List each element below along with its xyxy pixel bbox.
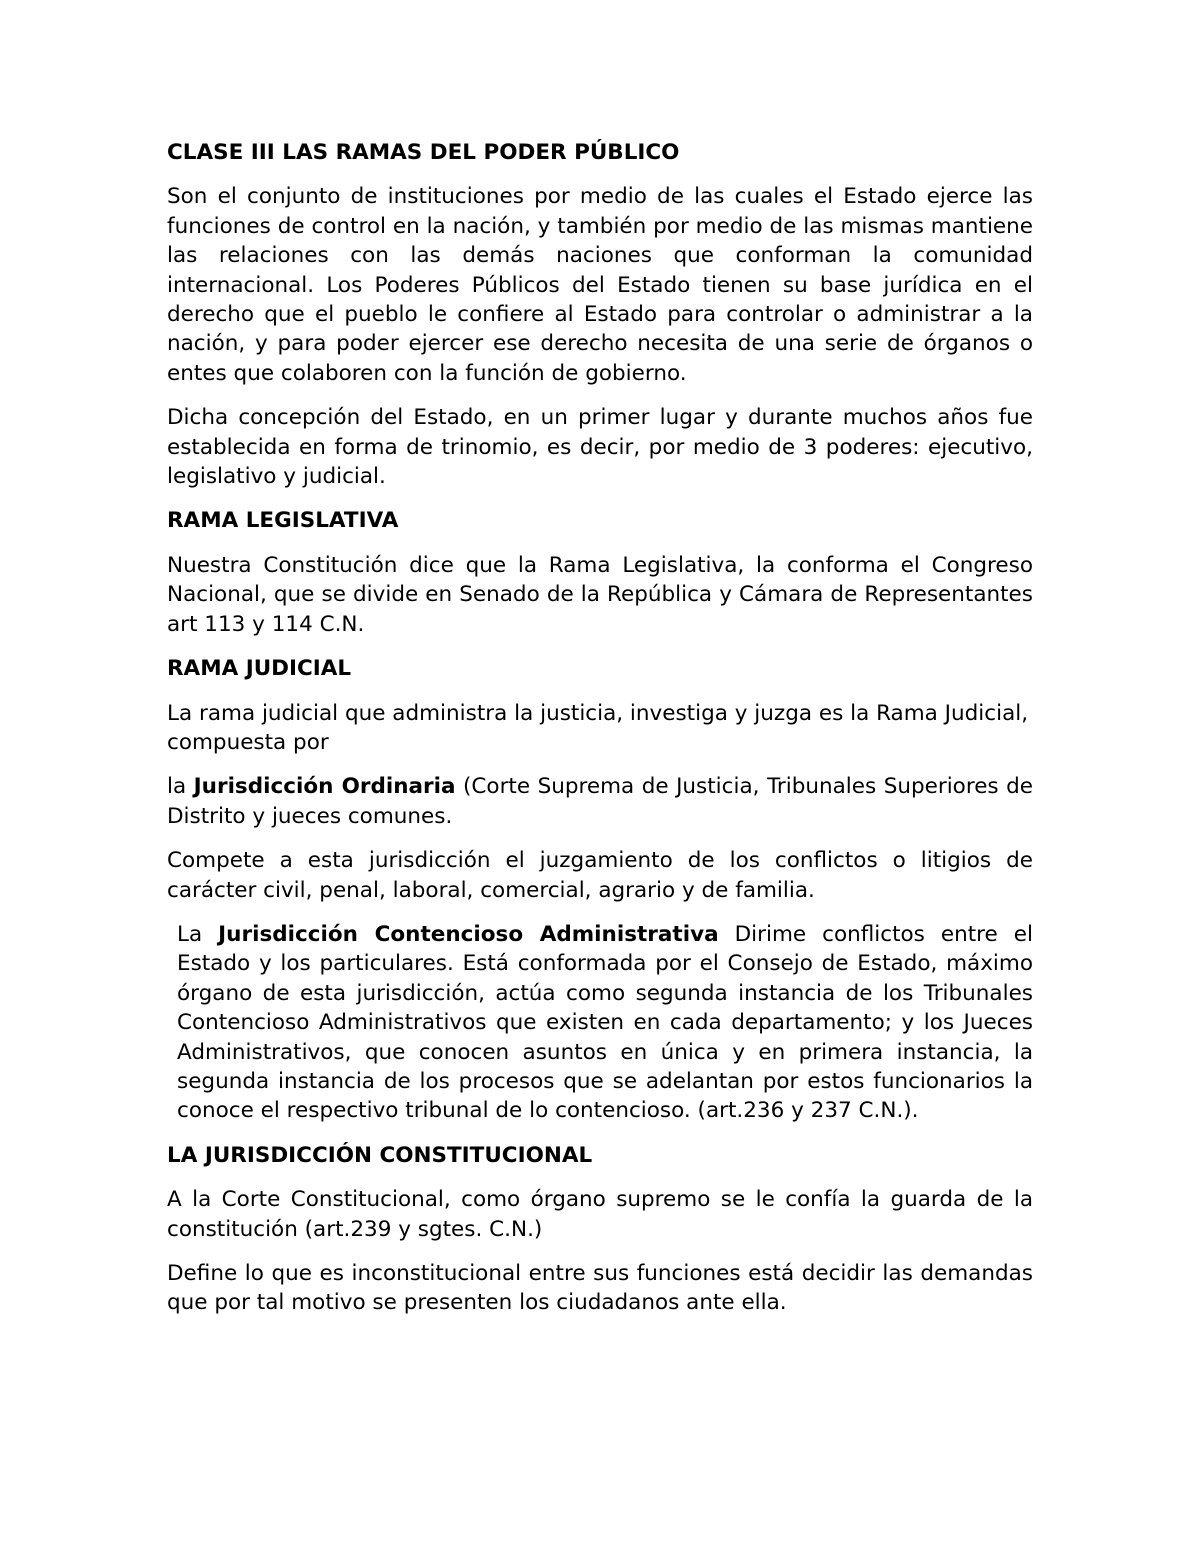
compete-paragraph: Compete a esta jurisdicción el juzgamiento de los conflictos o litigios de carácter civil, penal, laboral, comercial, agrario y de familia. (167, 848, 1033, 903)
ordinaria-prefix: la (167, 774, 194, 800)
heading-rama-judicial: RAMA JUDICIAL (167, 656, 352, 682)
contencioso-prefix: La (177, 921, 219, 947)
constitucional-paragraph-2: Define lo que es inconstitucional entre sus funciones está decidir las demandas que por tal motivo se presenten los ciudadanos ante ella. (167, 1261, 1033, 1316)
contencioso-term: Jurisdicción Contencioso Administrativa (218, 921, 719, 947)
intro-paragraph-2: Dicha concepción del Estado, en un primer lugar y durante muchos años fue establecida en forma de trinomio, es decir, por medio de 3 poderes: ejecutivo, legislativo y judicial. (167, 405, 1033, 490)
legislativa-paragraph: Nuestra Constitución dice que la Rama Legislativa, la conforma el Congreso Nacional, que se divide en Senado de la República y Cámara de Representantes art 113 y 114 C.N. (167, 552, 1033, 637)
contencioso-description: Dirime conflictos entre el Estado y los particulares. Está conformada por el Consejo de Estado, máximo órgano de esta jurisdicción, actúa como segunda instancia de los Tribunales Contencioso Administrativos que existen en cada departamento; y los Jueces Administrativos, que conocen asuntos en única y en primera instancia, la segunda instancia de los procesos que se adelantan por estos funcionarios la conoce el respectivo tribunal de lo contencioso. (art.236 y 237 C.N.). (177, 921, 1033, 1124)
document-title: CLASE III LAS RAMAS DEL PODER PÚBLICO (167, 140, 680, 165)
heading-rama-legislativa: RAMA LEGISLATIVA (167, 508, 399, 534)
constitucional-paragraph-1: A la Corte Constitucional, como órgano supremo se le confía la guarda de la constitución (art.239 y sgtes. C.N.) (167, 1187, 1033, 1242)
judicial-paragraph: La rama judicial que administra la justicia, investiga y juzga es la Rama Judicial, compuesta por (167, 700, 1029, 755)
heading-jurisdiccion-constitucional: LA JURISDICCIÓN CONSTITUCIONAL (167, 1142, 593, 1168)
intro-paragraph-1: Son el conjunto de instituciones por medio de las cuales el Estado ejerce las funciones de control en la nación, y también por medio de las mismas mantiene las relaciones con las demás naciones que conforman la comunidad internacional. Los Poderes Públicos del Estado tienen su base jurídica en el derecho que el pueblo le confiere al Estado para controlar o administrar a la nación, y para poder ejercer ese derecho necesita de una serie de órganos o entes que colaboren con la función de gobierno. (167, 184, 1033, 386)
document-body (167, 138, 1033, 1333)
contencioso-paragraph (167, 920, 1033, 1126)
ordinaria-term: Jurisdicción Ordinaria (193, 774, 456, 800)
ordinaria-paragraph (167, 772, 1033, 831)
ordinaria-description: (Corte Suprema de Justicia, Tribunales Superiores de Distrito y jueces comunes. (167, 774, 1033, 829)
